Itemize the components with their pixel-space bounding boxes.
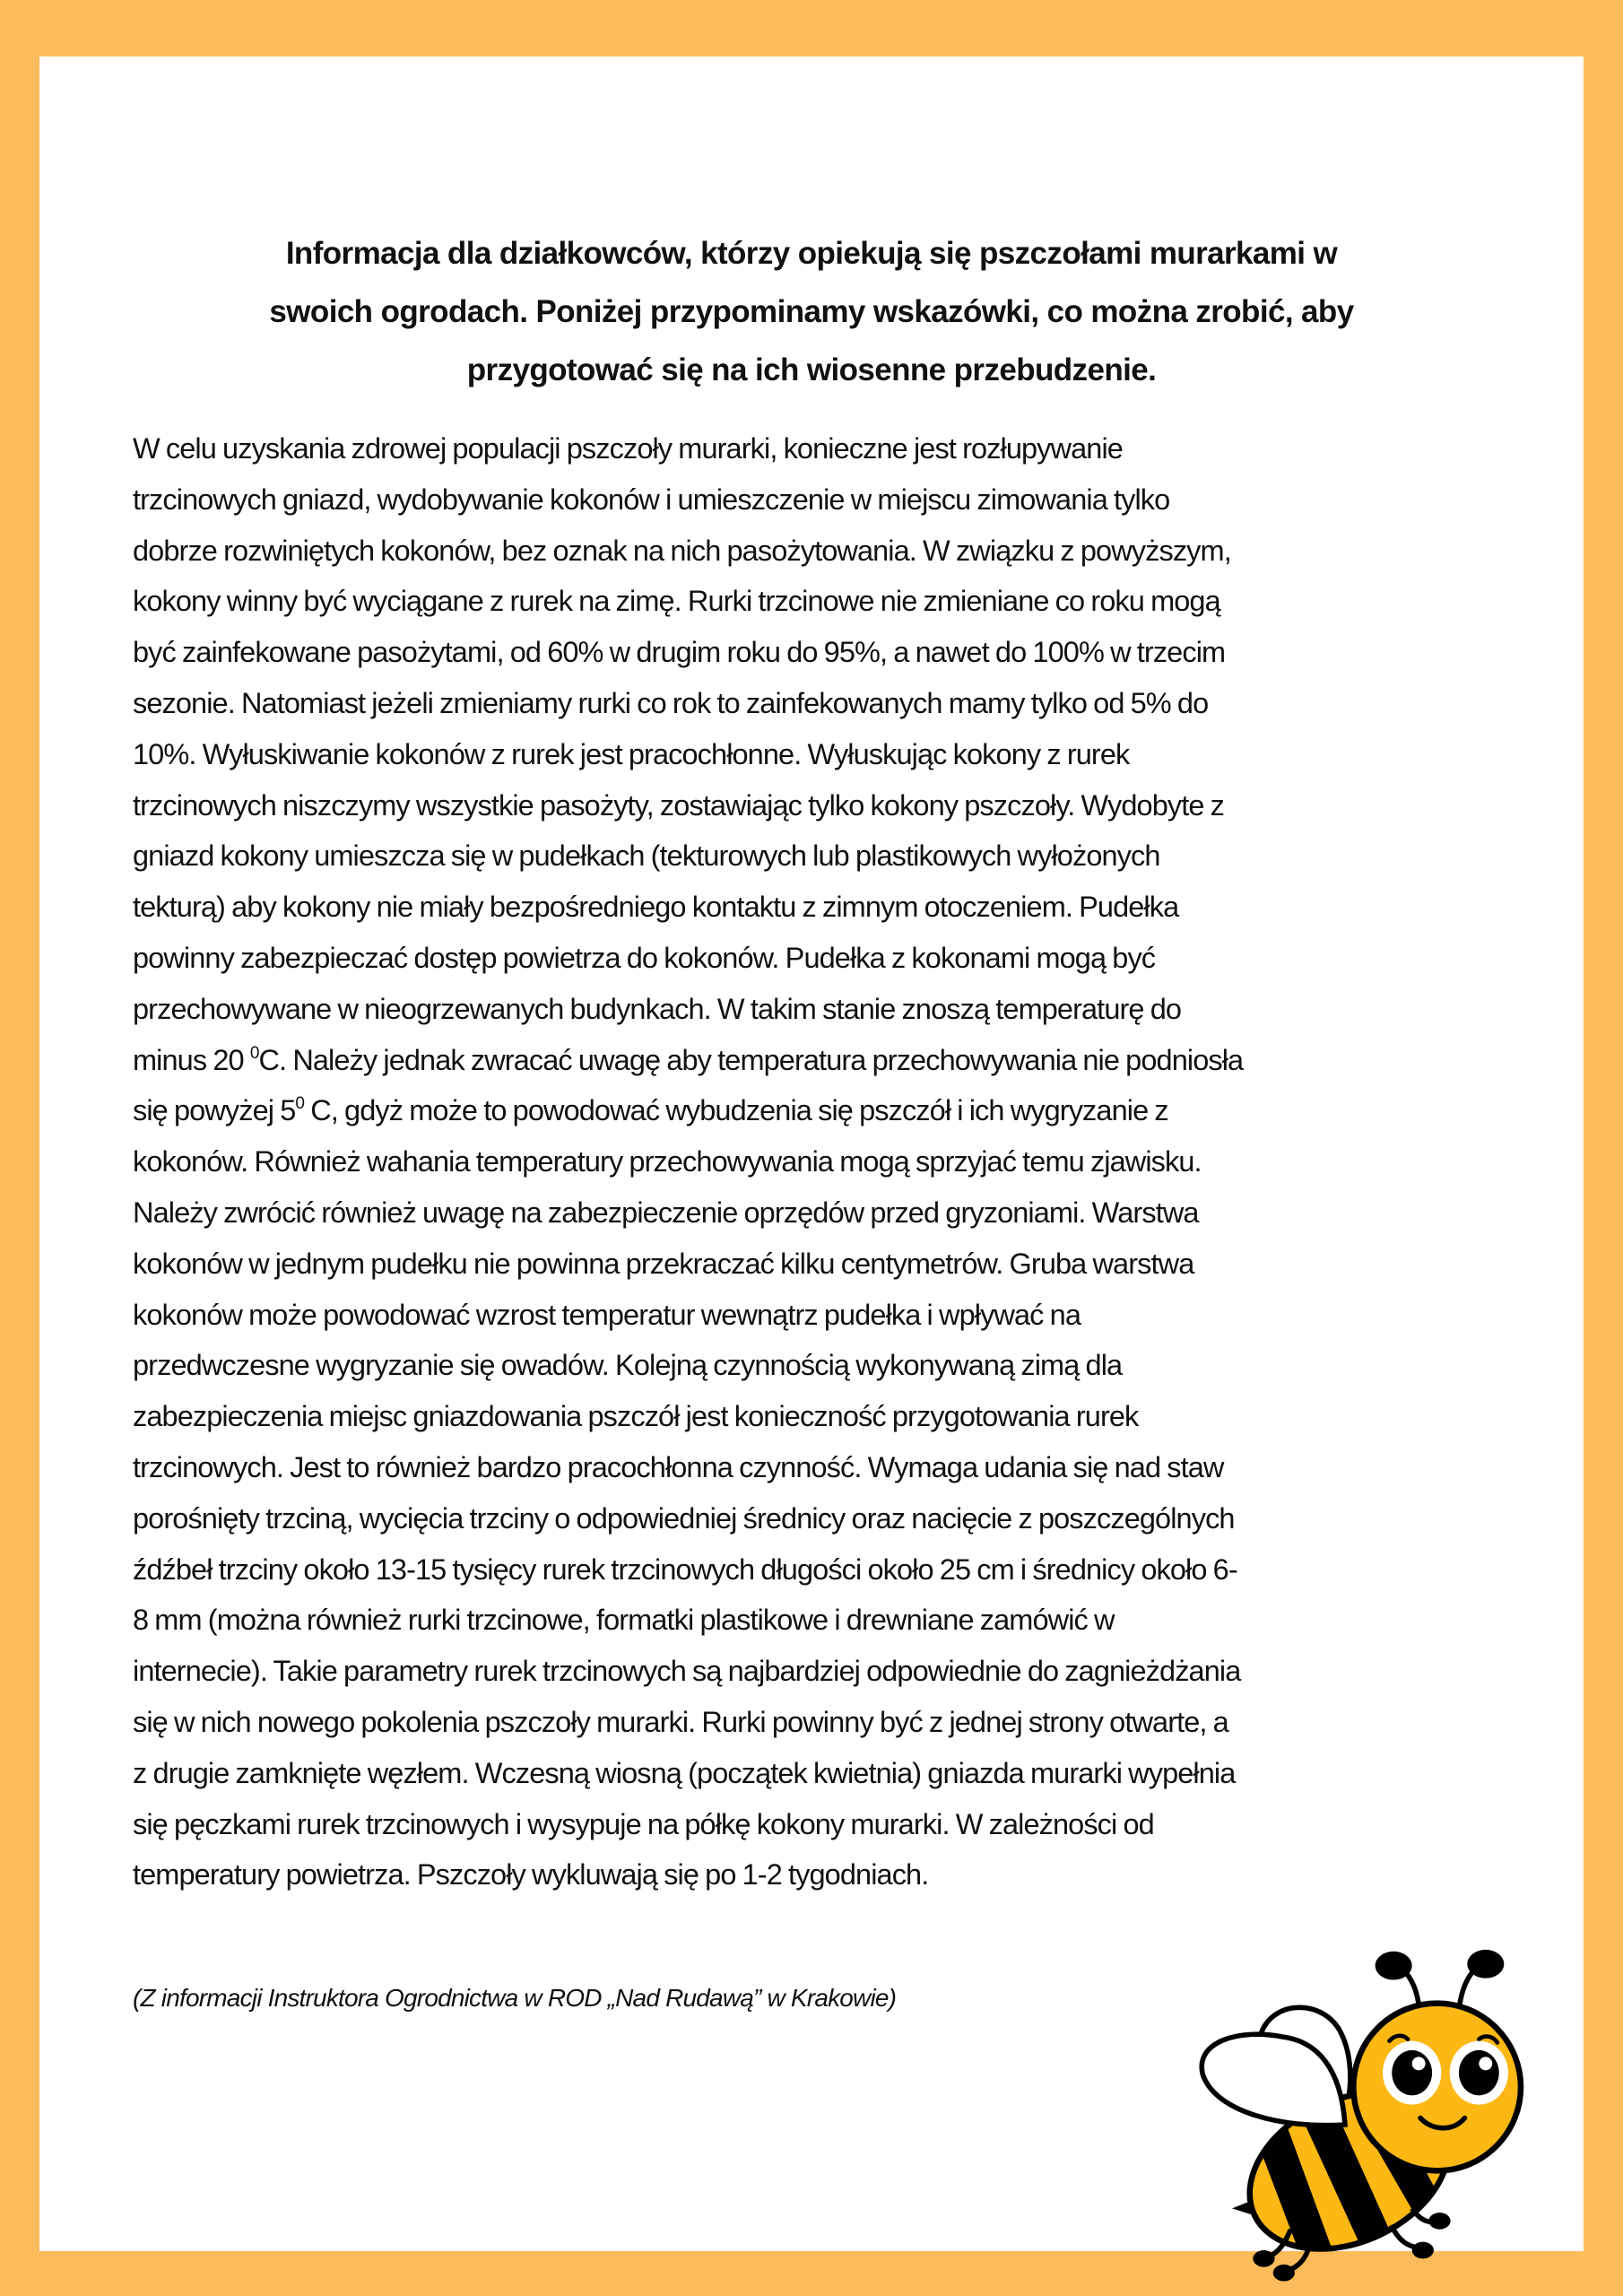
body-line: temperatury powietrza. Pszczoły wykluwają się po 1-2 tygodniach.: [133, 1858, 929, 1892]
title-line: swoich ogrodach. Poniżej przypominamy wskazówki, co można zrobić, aby: [269, 294, 1354, 329]
text: C, gdyż może to powodować wybudzenia się pszczół i ich wygryzanie z: [304, 1094, 1168, 1127]
body-line: 8 mm (można również rurki trzcinowe, formatki plastikowe i drewniane zamówić w: [133, 1604, 1115, 1637]
body-line: przechowywane w nieogrzewanych budynkach. W takim stanie znoszą temperaturę do: [133, 992, 1182, 1025]
body-line: porośnięty trzciną, wycięcia trzciny o odpowiedniej średnicy oraz nacięcie z poszczególnych: [133, 1501, 1235, 1535]
body-line: powinny zabezpieczać dostęp powietrza do kokonów. Pudełka z kokonami mogą być: [133, 941, 1156, 974]
body-line: kokonów. Również wahania temperatury przechowywania mogą sprzyjać temu zjawisku.: [133, 1145, 1202, 1178]
body-line: tekturą) aby kokony nie miały bezpośredniego kontaktu z zimnym otoczeniem. Pudełka: [133, 891, 1179, 924]
body-line: się pęczkami rurek trzcinowych i wysypuje na półkę kokony murarki. W zależności od: [133, 1807, 1154, 1840]
degree-superscript: 0: [295, 1094, 305, 1114]
body-line: trzcinowych gniazd, wydobywanie kokonów i umieszczenie w miejscu zimowania tylko: [133, 483, 1170, 516]
body-line: kokonów w jednym pudełku nie powinna przekraczać kilku centymetrów. Gruba warstwa: [133, 1247, 1194, 1280]
body-line: trzcinowych niszczymy wszystkie pasożyty, zostawiając tylko kokony pszczoły. Wydobyte z: [133, 788, 1225, 822]
body-line: być zainfekowane pasożytami, od 60% w drugim roku do 95%, a nawet do 100% w trzecim: [133, 636, 1226, 669]
body-line: trzcinowych. Jest to również bardzo pracochłonna czynność. Wymaga udania się nad staw: [133, 1450, 1224, 1483]
body-line: się w nich nowego pokolenia pszczoły murarki. Rurki powinny być z jednej strony otwarte, a: [133, 1705, 1228, 1738]
text: C. Należy jednak zwracać uwagę aby temperatura przechowywania nie podniosła: [258, 1043, 1244, 1076]
body-line: gniazd kokony umieszcza się w pudełkach (tekturowych lub plastikowych wyłożonych: [133, 839, 1160, 873]
title-line: przygotować się na ich wiosenne przebudzenie.: [466, 352, 1157, 387]
body-line: internecie). Takie parametry rurek trzcinowych są najbardziej odpowiednie do zagnieżdżania: [133, 1655, 1241, 1688]
body-line-temperature-plus: [133, 1085, 1514, 1136]
body-line: W celu uzyskania zdrowej populacji pszczoły murarki, konieczne jest rozłupywanie: [133, 432, 1123, 465]
body-line: sezonie. Natomiast jeżeli zmieniamy rurki co rok to zainfekowanych mamy tylko od 5% do: [133, 686, 1209, 719]
text: się powyżej 5: [133, 1094, 296, 1127]
degree-superscript: 0: [249, 1043, 259, 1063]
document-title: [135, 224, 1488, 399]
body-line: źdźbeł trzciny około 13-15 tysięcy rurek trzcinowych długości około 25 cm i średnicy około 6-: [133, 1552, 1237, 1586]
body-line: kokonów może powodować wzrost temperatur wewnątrz pudełka i wpływać na: [133, 1298, 1081, 1331]
body-line: kokony winny być wyciągane z rurek na zimę. Rurki trzcinowe nie zmieniane co roku mogą: [133, 585, 1220, 618]
body-line: 10%. Wyłuskiwanie kokonów z rurek jest pracochłonne. Wyłuskując kokony z rurek: [133, 737, 1130, 770]
body-line: Należy zwrócić również uwagę na zabezpieczenie oprzędów przed gryzoniami. Warstwa: [133, 1196, 1199, 1229]
source-note: (Z informacji Instruktora Ogrodnictwa w ROD „Nad Rudawą” w Krakowie): [133, 1984, 897, 2012]
title-line: Informacja dla działkowców, którzy opiekują się pszczołami murarkami w: [285, 236, 1338, 271]
body-line-temperature-minus: [133, 1035, 1514, 1086]
body-line: zabezpieczenia miejsc gniazdowania pszczół jest konieczność przygotowania rurek: [133, 1400, 1139, 1433]
bee-icon: [1182, 1928, 1558, 2296]
text: minus 20: [133, 1043, 250, 1076]
body-line: z drugie zamknięte węzłem. Wczesną wiosną (początek kwietnia) gniazda murarki wypełnia: [133, 1756, 1236, 1789]
body-line: przedwczesne wygryzanie się owadów. Kolejną czynnością wykonywaną zimą dla: [133, 1349, 1123, 1382]
body-line: dobrze rozwiniętych kokonów, bez oznak na nich pasożytowania. W związku z powyższym,: [133, 534, 1231, 567]
document-body: [133, 423, 1514, 1900]
